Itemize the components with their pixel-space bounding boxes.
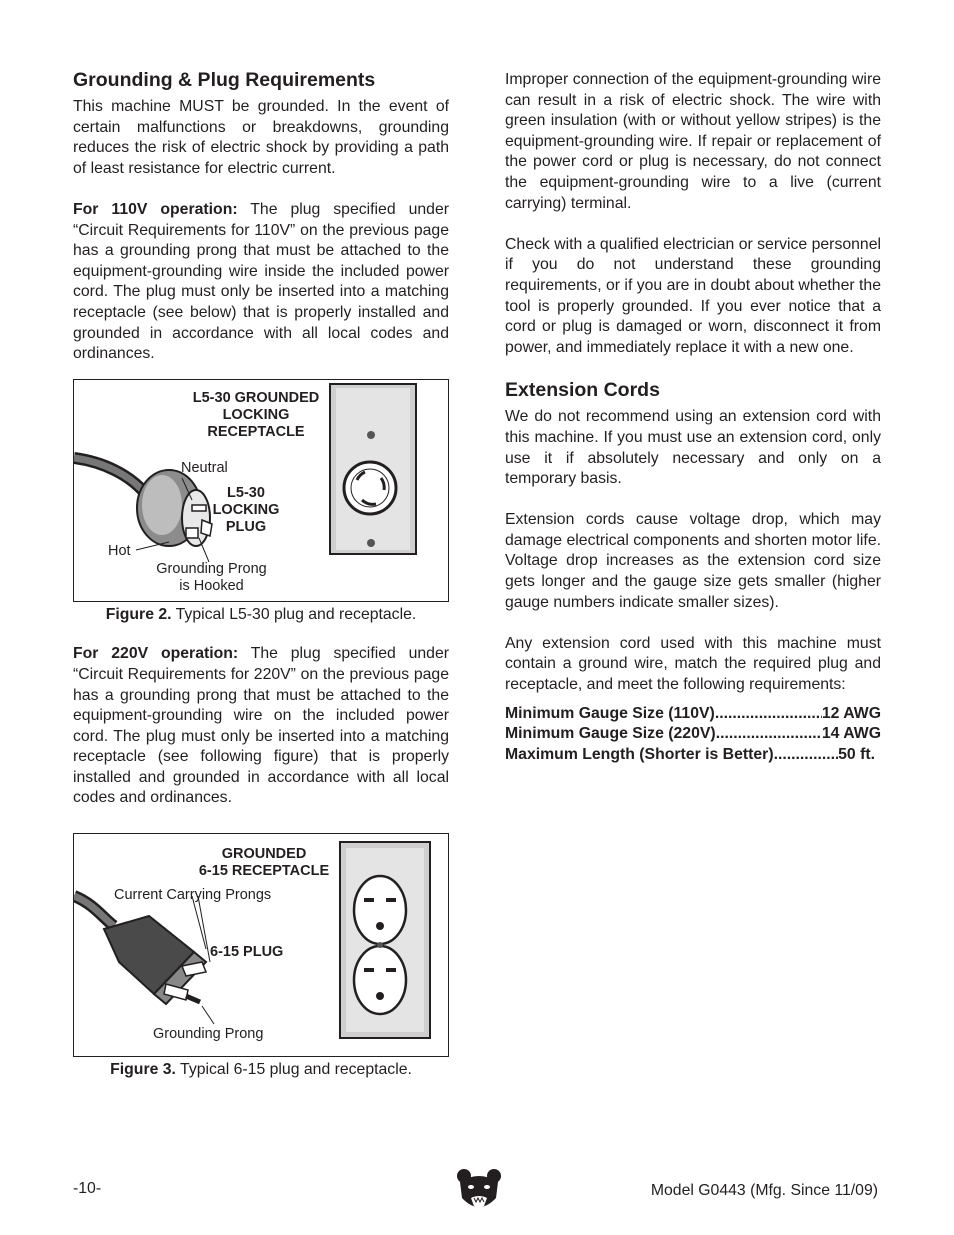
l5-30-plug-label: L5-30 LOCKING PLUG bbox=[212, 484, 280, 535]
operation-110v-body: The plug specified under “Circuit Requirements for 110V” on the previous page has a grounding prong that must be attached to the equipment-grounding wire inside the included power cord. The plug must only be inserted into a matching receptacle (see below) that is properly installed and grounded in accordance with all local codes and ordinances. bbox=[73, 200, 449, 363]
grounding-intro: This machine MUST be grounded. In the event of certain malfunctions or breakdowns, grounding reduces the risk of electric shock by providing a path of least resistance for electric current. bbox=[73, 98, 449, 177]
hot-label: Hot bbox=[108, 542, 131, 559]
figure-2-l5-30 bbox=[73, 379, 449, 602]
improper-connection-paragraph: Improper connection of the equipment-grounding wire can result in a risk of electric shock. The wire with green insulation (with or without yellow stripes) is the equipment-grounding wire. If repair or replacement of the power cord or plug is necessary, do not connect the equipment-grounding wire to a live (current carrying) terminal. bbox=[505, 71, 881, 212]
grizzly-bear-logo-icon bbox=[456, 1168, 502, 1214]
qualified-electrician-paragraph: Check with a qualified electrician or service personnel if you do not understand these grounding requirements, or if you are in doubt about whether the tool is properly grounded. If you ever notice that a cord or plug is damaged or worn, disconnect it from power, and immediately replace it with a new one. bbox=[505, 235, 881, 356]
spec-row: Maximum Length (Shorter is Better) ..... 50 ft. bbox=[505, 745, 875, 766]
grounding-prong-hooked-label: Grounding Prong is Hooked bbox=[156, 560, 267, 594]
extension-not-recommended-paragraph: We do not recommend using an extension cord with this machine. If you must use an extension cord, only use it if absolutely necessary and only on a temporary basis. bbox=[505, 408, 881, 488]
spec-row: Minimum Gauge Size (110V) ..... 12 AWG bbox=[505, 704, 881, 725]
l5-30-receptacle-label: L5-30 GROUNDED LOCKING RECEPTACLE bbox=[192, 389, 320, 440]
grounding-prong-label: Grounding Prong bbox=[153, 1026, 264, 1043]
operation-110v-paragraph bbox=[73, 200, 449, 365]
left-column bbox=[73, 68, 449, 1079]
operation-220v-paragraph bbox=[73, 644, 449, 809]
page-number: -10- bbox=[73, 1180, 102, 1197]
neutral-label: Neutral bbox=[181, 459, 228, 476]
right-column bbox=[505, 70, 881, 765]
grounding-heading: Grounding & Plug Requirements bbox=[73, 69, 376, 91]
extension-cords-heading: Extension Cords bbox=[505, 379, 660, 402]
l5-30-plug-icon bbox=[137, 470, 212, 546]
current-carrying-prongs-label: Current Carrying Prongs bbox=[114, 887, 272, 904]
voltage-drop-paragraph: Extension cords cause voltage drop, which may damage electrical components and shorten motor life. Voltage drop increases as the extension cord size gets longer and the gauge size gets smaller (higher gauge numbers indicate smaller sizes). bbox=[505, 511, 881, 611]
operation-220v-lead: For 220V operation: bbox=[73, 645, 239, 663]
figure-3-caption: Figure 3. Typical 6-15 plug and receptacle. bbox=[110, 1061, 412, 1079]
requirements-paragraph: Any extension cord used with this machine must contain a ground wire, match the required plug and receptacle, and meet the following requirements: bbox=[505, 634, 881, 694]
6-15-plug-label: 6-15 PLUG bbox=[210, 944, 284, 961]
l5-30-receptacle-icon bbox=[330, 384, 416, 554]
figure-2-caption: Figure 2. Typical L5-30 plug and receptacle. bbox=[105, 605, 417, 623]
6-15-plug-icon bbox=[104, 916, 206, 1004]
operation-110v-lead: For 110V operation: bbox=[73, 200, 238, 218]
spec-row: Minimum Gauge Size (220V) ..... 14 AWG bbox=[505, 724, 881, 745]
6-15-receptacle-icon bbox=[340, 842, 430, 1038]
6-15-receptacle-label: GROUNDED 6-15 RECEPTACLE bbox=[198, 846, 330, 880]
figure-3-6-15 bbox=[73, 833, 449, 1057]
operation-220v-body: The plug specified under “Circuit Requirements for 220V” on the previous page has a grounding prong that must be attached to the equipment-grounding wire on the included power cord. The plug must only be inserted into a matching receptacle (see following figure) that is properly installed and grounded in accordance with all local codes and ordinances. bbox=[73, 645, 450, 807]
model-info: Model G0443 (Mfg. Since 11/09) bbox=[650, 1182, 878, 1199]
